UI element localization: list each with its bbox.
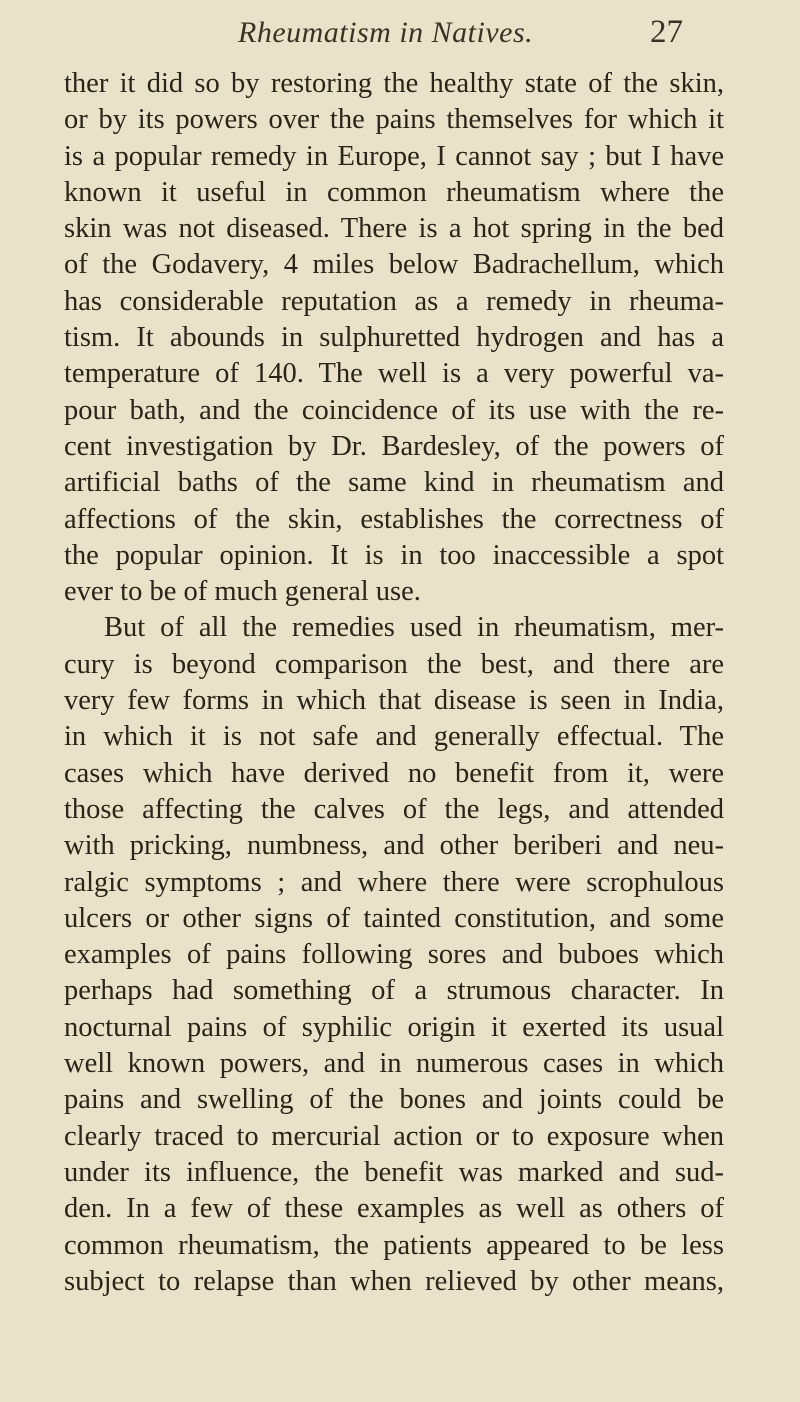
running-title: Rheumatism in Natives. bbox=[238, 16, 534, 49]
running-head bbox=[0, 16, 800, 56]
text-line: cases which have derived no benefit from it, were bbox=[64, 757, 724, 789]
text-line: of the Godavery, 4 miles below Badrachellum, which bbox=[64, 249, 724, 281]
text-line: well known powers, and in numerous cases in which bbox=[64, 1048, 724, 1080]
text-line: with pricking, numbness, and other beriberi and neu- bbox=[64, 830, 724, 862]
text-line: examples of pains following sores and buboes which bbox=[64, 939, 724, 971]
text-line: or by its powers over the pains themselves for which it bbox=[64, 104, 724, 136]
text-line: is a popular remedy in Europe, I cannot say ; but I have bbox=[64, 140, 724, 172]
text-line: ther it did so by restoring the healthy state of the skin, bbox=[64, 68, 724, 99]
text-line: perhaps had something of a strumous character. In bbox=[64, 975, 724, 1007]
text-line: ulcers or other signs of tainted constitution, and some bbox=[64, 902, 724, 934]
text-line: subject to relapse than when relieved by other means, bbox=[64, 1265, 724, 1297]
text-line: pour bath, and the coincidence of its use with the re- bbox=[64, 394, 724, 426]
text-line: under its influence, the benefit was marked and sud- bbox=[64, 1156, 724, 1188]
text-line: cury is beyond comparison the best, and there are bbox=[64, 648, 724, 680]
page-number: 27 bbox=[650, 14, 683, 50]
text-line: ever to be of much general use. bbox=[64, 576, 421, 608]
text-line: very few forms in which that disease is seen in India, bbox=[64, 685, 724, 717]
text-line: in which it is not safe and generally effectual. The bbox=[64, 721, 724, 753]
text-line: pains and swelling of the bones and joints could be bbox=[64, 1084, 724, 1116]
text-line: known it useful in common rheumatism where the bbox=[64, 176, 724, 208]
text-line: clearly traced to mercurial action or to exposure when bbox=[64, 1120, 724, 1152]
text-line: skin was not diseased. There is a hot spring in the bed bbox=[64, 213, 724, 245]
text-line: artificial baths of the same kind in rheumatism and bbox=[64, 467, 724, 499]
text-line: temperature of 140. The well is a very powerful va- bbox=[64, 358, 724, 390]
text-line: den. In a few of these examples as well as others of bbox=[64, 1193, 724, 1225]
text-line: has considerable reputation as a remedy in rheuma- bbox=[64, 285, 724, 317]
text-line: those affecting the calves of the legs, and attended bbox=[64, 793, 724, 825]
text-line: ralgic symptoms ; and where there were scrophulous bbox=[64, 866, 724, 898]
text-line: common rheumatism, the patients appeared to be less bbox=[64, 1229, 724, 1261]
text-line: tism. It abounds in sulphuretted hydrogen and has a bbox=[64, 322, 724, 354]
text-line: cent investigation by Dr. Bardesley, of the powers of bbox=[64, 430, 724, 462]
text-line: nocturnal pains of syphilic origin it exerted its usual bbox=[64, 1011, 724, 1043]
body-text bbox=[64, 66, 724, 1300]
text-line: But of all the remedies used in rheumatism, mer- bbox=[104, 612, 724, 644]
text-line: the popular opinion. It is in too inaccessible a spot bbox=[64, 539, 724, 571]
text-line: affections of the skin, establishes the correctness of bbox=[64, 503, 724, 535]
